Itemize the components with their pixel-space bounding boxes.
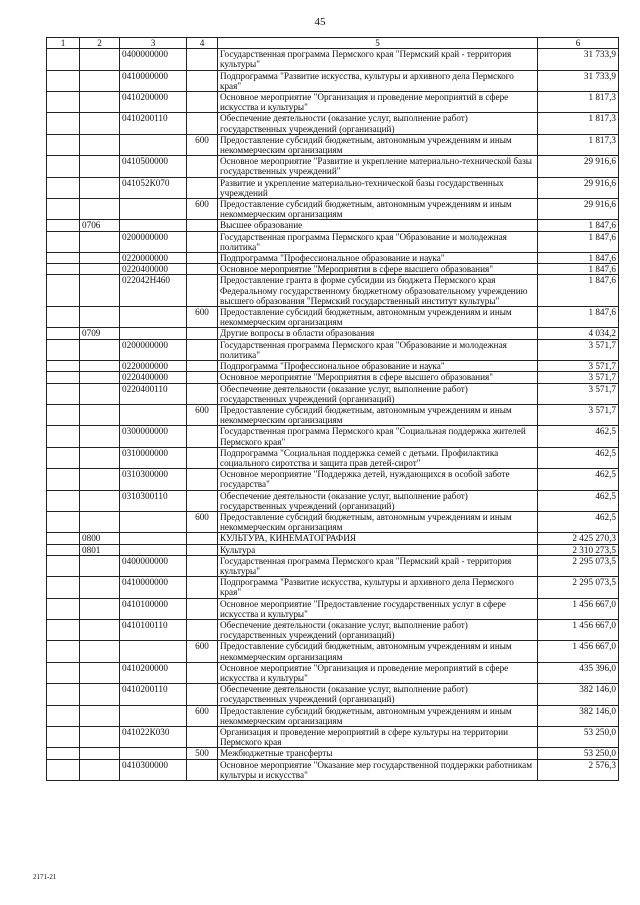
- row-col-1: [47, 328, 80, 339]
- section-code: [80, 404, 120, 425]
- expense-type: 500: [187, 748, 218, 759]
- amount: 462,5: [538, 469, 619, 490]
- expense-type: [187, 156, 218, 177]
- expense-type: 600: [187, 404, 218, 425]
- amount: 3 571,7: [538, 372, 619, 383]
- target-code: 0300000000: [120, 426, 187, 447]
- item-name: Основное мероприятие "Предоставление государственных услуг в сфере искусства и культуры": [218, 598, 538, 619]
- section-code: [80, 177, 120, 198]
- table-row: [47, 328, 619, 339]
- target-code: [120, 220, 187, 231]
- table-row: [47, 264, 619, 275]
- item-name: Культура: [218, 544, 538, 555]
- table-row: [47, 490, 619, 511]
- expense-type: [187, 113, 218, 134]
- section-code: [80, 511, 120, 532]
- target-code: 0220400000: [120, 264, 187, 275]
- item-name: Государственная программа Пермского края "Образование и молодежная политика": [218, 339, 538, 360]
- row-col-1: [47, 275, 80, 307]
- row-col-1: [47, 705, 80, 726]
- expense-type: [187, 372, 218, 383]
- item-name: Межбюджетные трансферты: [218, 748, 538, 759]
- amount: 31 733,9: [538, 49, 619, 70]
- section-code: 0800: [80, 533, 120, 544]
- item-name: Подпрограмма "Профессиональное образование и наука": [218, 361, 538, 372]
- section-code: [80, 49, 120, 70]
- amount: 1 847,6: [538, 253, 619, 264]
- section-code: [80, 759, 120, 780]
- item-name: Предоставление субсидий бюджетным, автономным учреждениям и иным некоммерческим организациям: [218, 641, 538, 662]
- target-code: 0220400110: [120, 383, 187, 404]
- section-code: [80, 113, 120, 134]
- section-code: [80, 662, 120, 683]
- row-col-1: [47, 49, 80, 70]
- item-name: Основное мероприятие "Организация и проведение мероприятий в сфере искусства и культуры": [218, 662, 538, 683]
- expense-type: [187, 684, 218, 705]
- amount: 2 425 270,3: [538, 533, 619, 544]
- amount: 53 250,0: [538, 748, 619, 759]
- target-code: [120, 307, 187, 328]
- table-row: [47, 307, 619, 328]
- section-code: [80, 264, 120, 275]
- target-code: 0400000000: [120, 49, 187, 70]
- item-name: Предоставление субсидий бюджетным, автономным учреждениям и иным некоммерческим организациям: [218, 307, 538, 328]
- row-col-1: [47, 511, 80, 532]
- row-col-1: [47, 469, 80, 490]
- row-col-1: [47, 92, 80, 113]
- budget-table: [46, 37, 619, 781]
- item-name: Предоставление субсидий бюджетным, автономным учреждениям и иным некоммерческим организациям: [218, 511, 538, 532]
- section-code: [80, 156, 120, 177]
- table-row: [47, 253, 619, 264]
- target-code: [120, 705, 187, 726]
- table-row: [47, 199, 619, 220]
- amount: 1 817,3: [538, 134, 619, 155]
- item-name: Подпрограмма "Развитие искусства, культуры и архивного дела Пермского края": [218, 577, 538, 598]
- expense-type: [187, 598, 218, 619]
- table-row: [47, 92, 619, 113]
- item-name: Основное мероприятие "Оказание мер государственной поддержки работникам культуры и искусства": [218, 759, 538, 780]
- expense-type: 600: [187, 199, 218, 220]
- expense-type: [187, 759, 218, 780]
- section-code: [80, 361, 120, 372]
- amount: 462,5: [538, 511, 619, 532]
- item-name: Предоставление субсидий бюджетным, автономным учреждениям и иным некоммерческим организациям: [218, 199, 538, 220]
- target-code: 041022К030: [120, 727, 187, 748]
- expense-type: 600: [187, 134, 218, 155]
- row-col-1: [47, 641, 80, 662]
- amount: 1 817,3: [538, 113, 619, 134]
- table-row: [47, 361, 619, 372]
- amount: 2 576,3: [538, 759, 619, 780]
- document-code: 2171-21: [33, 873, 57, 881]
- section-code: [80, 426, 120, 447]
- table-row: [47, 220, 619, 231]
- row-col-1: [47, 447, 80, 468]
- section-code: [80, 92, 120, 113]
- amount: 3 571,7: [538, 339, 619, 360]
- section-code: [80, 748, 120, 759]
- table-row: [47, 275, 619, 307]
- expense-type: [187, 662, 218, 683]
- expense-type: [187, 92, 218, 113]
- table-row: [47, 662, 619, 683]
- expense-type: [187, 220, 218, 231]
- expense-type: 600: [187, 511, 218, 532]
- section-code: [80, 307, 120, 328]
- table-row: [47, 577, 619, 598]
- section-code: [80, 70, 120, 91]
- target-code: 0410200000: [120, 662, 187, 683]
- expense-type: [187, 577, 218, 598]
- row-col-1: [47, 70, 80, 91]
- expense-type: [187, 231, 218, 252]
- item-name: Предоставление гранта в форме субсидии из бюджета Пермского края Федеральному государственному бюджетному образовательному учреждению высшего образования "Пермский государственный институт культуры": [218, 275, 538, 307]
- table-row: [47, 134, 619, 155]
- section-code: [80, 199, 120, 220]
- amount: 1 847,6: [538, 220, 619, 231]
- header-col-2: 2: [80, 38, 120, 49]
- row-col-1: [47, 404, 80, 425]
- row-col-1: [47, 555, 80, 576]
- amount: 1 847,6: [538, 307, 619, 328]
- target-code: 0200000000: [120, 339, 187, 360]
- table-row: [47, 113, 619, 134]
- table-row: [47, 544, 619, 555]
- expense-type: 600: [187, 307, 218, 328]
- section-code: [80, 619, 120, 640]
- item-name: Обеспечение деятельности (оказание услуг, выполнение работ) государственных учреждений (организаций): [218, 490, 538, 511]
- item-name: Обеспечение деятельности (оказание услуг, выполнение работ) государственных учреждений (организаций): [218, 383, 538, 404]
- amount: 53 250,0: [538, 727, 619, 748]
- amount: 29 916,6: [538, 156, 619, 177]
- row-col-1: [47, 684, 80, 705]
- amount: 4 034,2: [538, 328, 619, 339]
- expense-type: [187, 253, 218, 264]
- section-code: [80, 555, 120, 576]
- target-code: [120, 134, 187, 155]
- section-code: [80, 339, 120, 360]
- expense-type: [187, 275, 218, 307]
- target-code: 0200000000: [120, 231, 187, 252]
- expense-type: [187, 533, 218, 544]
- item-name: Предоставление субсидий бюджетным, автономным учреждениям и иным некоммерческим организациям: [218, 705, 538, 726]
- item-name: Предоставление субсидий бюджетным, автономным учреждениям и иным некоммерческим организациям: [218, 134, 538, 155]
- target-code: 0410500000: [120, 156, 187, 177]
- row-col-1: [47, 577, 80, 598]
- item-name: Государственная программа Пермского края "Образование и молодежная политика": [218, 231, 538, 252]
- section-code: [80, 577, 120, 598]
- table-row: [47, 404, 619, 425]
- item-name: Основное мероприятие "Мероприятия в сфере высшего образования": [218, 264, 538, 275]
- expense-type: [187, 49, 218, 70]
- target-code: [120, 533, 187, 544]
- section-code: [80, 231, 120, 252]
- row-col-1: [47, 372, 80, 383]
- item-name: Подпрограмма "Развитие искусства, культуры и архивного дела Пермского края": [218, 70, 538, 91]
- section-code: [80, 447, 120, 468]
- item-name: КУЛЬТУРА, КИНЕМАТОГРАФИЯ: [218, 533, 538, 544]
- expense-type: [187, 447, 218, 468]
- amount: 29 916,6: [538, 177, 619, 198]
- expense-type: [187, 264, 218, 275]
- expense-type: [187, 328, 218, 339]
- amount: 1 817,3: [538, 92, 619, 113]
- section-code: [80, 134, 120, 155]
- row-col-1: [47, 199, 80, 220]
- table-row: [47, 469, 619, 490]
- amount: 2 295 073,5: [538, 555, 619, 576]
- amount: 382 146,0: [538, 705, 619, 726]
- target-code: 0410100110: [120, 619, 187, 640]
- table-row: [47, 641, 619, 662]
- target-code: 0400000000: [120, 555, 187, 576]
- item-name: Предоставление субсидий бюджетным, автономным учреждениям и иным некоммерческим организациям: [218, 404, 538, 425]
- row-col-1: [47, 307, 80, 328]
- header-col-1: 1: [47, 38, 80, 49]
- header-col-4: 4: [187, 38, 218, 49]
- amount: 462,5: [538, 490, 619, 511]
- row-col-1: [47, 264, 80, 275]
- expense-type: [187, 619, 218, 640]
- target-code: [120, 328, 187, 339]
- table-row: [47, 598, 619, 619]
- table-row: [47, 70, 619, 91]
- amount: 462,5: [538, 447, 619, 468]
- amount: 31 733,9: [538, 70, 619, 91]
- expense-type: [187, 727, 218, 748]
- expense-type: [187, 383, 218, 404]
- table-row: [47, 705, 619, 726]
- item-name: Основное мероприятие "Организация и проведение мероприятий в сфере искусства и культуры": [218, 92, 538, 113]
- page-number: 45: [314, 16, 326, 28]
- section-code: [80, 383, 120, 404]
- row-col-1: [47, 544, 80, 555]
- section-code: [80, 275, 120, 307]
- expense-type: [187, 177, 218, 198]
- target-code: 0220000000: [120, 253, 187, 264]
- amount: 2 295 073,5: [538, 577, 619, 598]
- amount: 1 847,6: [538, 264, 619, 275]
- row-col-1: [47, 156, 80, 177]
- amount: 1 847,6: [538, 275, 619, 307]
- expense-type: [187, 555, 218, 576]
- amount: 1 847,6: [538, 231, 619, 252]
- target-code: [120, 404, 187, 425]
- row-col-1: [47, 253, 80, 264]
- row-col-1: [47, 426, 80, 447]
- target-code: 0410200110: [120, 684, 187, 705]
- row-col-1: [47, 727, 80, 748]
- section-code: [80, 490, 120, 511]
- row-col-1: [47, 748, 80, 759]
- target-code: [120, 511, 187, 532]
- expense-type: [187, 490, 218, 511]
- target-code: 0410200000: [120, 92, 187, 113]
- section-code: 0706: [80, 220, 120, 231]
- section-code: [80, 372, 120, 383]
- target-code: 0410000000: [120, 70, 187, 91]
- row-col-1: [47, 231, 80, 252]
- table-row: [47, 177, 619, 198]
- target-code: 022042Н460: [120, 275, 187, 307]
- amount: 3 571,7: [538, 383, 619, 404]
- expense-type: 600: [187, 705, 218, 726]
- row-col-1: [47, 759, 80, 780]
- target-code: 0310300110: [120, 490, 187, 511]
- table-row: [47, 759, 619, 780]
- target-code: [120, 199, 187, 220]
- expense-type: [187, 426, 218, 447]
- table-row: [47, 684, 619, 705]
- table-row: [47, 555, 619, 576]
- expense-type: [187, 339, 218, 360]
- table-row: [47, 231, 619, 252]
- item-name: Основное мероприятие "Мероприятия в сфере высшего образования": [218, 372, 538, 383]
- section-code: 0801: [80, 544, 120, 555]
- row-col-1: [47, 134, 80, 155]
- expense-type: [187, 70, 218, 91]
- table-row: [47, 748, 619, 759]
- item-name: Основное мероприятие "Поддержка детей, нуждающихся в особой заботе государства": [218, 469, 538, 490]
- table-row: [47, 533, 619, 544]
- item-name: Подпрограмма "Профессиональное образование и наука": [218, 253, 538, 264]
- item-name: Развитие и укрепление материально-технической базы государственных учреждений: [218, 177, 538, 198]
- target-code: 0410200110: [120, 113, 187, 134]
- target-code: 0410100000: [120, 598, 187, 619]
- item-name: Государственная программа Пермского края "Пермский край - территория культуры": [218, 555, 538, 576]
- row-col-1: [47, 490, 80, 511]
- row-col-1: [47, 361, 80, 372]
- table-row: [47, 727, 619, 748]
- target-code: 0410300000: [120, 759, 187, 780]
- target-code: 0310000000: [120, 447, 187, 468]
- section-code: [80, 598, 120, 619]
- row-col-1: [47, 598, 80, 619]
- amount: 2 310 273,5: [538, 544, 619, 555]
- target-code: [120, 748, 187, 759]
- section-code: [80, 705, 120, 726]
- expense-type: [187, 544, 218, 555]
- expense-type: 600: [187, 641, 218, 662]
- expense-type: [187, 361, 218, 372]
- row-col-1: [47, 220, 80, 231]
- table-row: [47, 372, 619, 383]
- row-col-1: [47, 662, 80, 683]
- item-name: Государственная программа Пермского края "Социальная поддержка жителей Пермского края": [218, 426, 538, 447]
- amount: 1 456 667,0: [538, 619, 619, 640]
- amount: 382 146,0: [538, 684, 619, 705]
- table-row: [47, 447, 619, 468]
- target-code: 0220000000: [120, 361, 187, 372]
- row-col-1: [47, 339, 80, 360]
- header-col-3: 3: [120, 38, 187, 49]
- target-code: [120, 544, 187, 555]
- item-name: Основное мероприятие "Развитие и укрепление материально-технической базы государственных учреждений": [218, 156, 538, 177]
- amount: 3 571,7: [538, 361, 619, 372]
- row-col-1: [47, 533, 80, 544]
- amount: 3 571,7: [538, 404, 619, 425]
- target-code: 041052К070: [120, 177, 187, 198]
- amount: 435 396,0: [538, 662, 619, 683]
- item-name: Государственная программа Пермского края "Пермский край - территория культуры": [218, 49, 538, 70]
- table-row: [47, 383, 619, 404]
- item-name: Другие вопросы в области образования: [218, 328, 538, 339]
- expense-type: [187, 469, 218, 490]
- item-name: Подпрограмма "Социальная поддержка семей с детьми. Профилактика социального сиротства и защита прав детей-сирот": [218, 447, 538, 468]
- amount: 29 916,6: [538, 199, 619, 220]
- row-col-1: [47, 619, 80, 640]
- item-name: Обеспечение деятельности (оказание услуг, выполнение работ) государственных учреждений (организаций): [218, 619, 538, 640]
- row-col-1: [47, 177, 80, 198]
- table-row: [47, 49, 619, 70]
- section-code: [80, 253, 120, 264]
- header-col-6: 6: [538, 38, 619, 49]
- table-header-row: [47, 38, 619, 49]
- table-row: [47, 511, 619, 532]
- row-col-1: [47, 383, 80, 404]
- section-code: [80, 684, 120, 705]
- item-name: Организация и проведение мероприятий в сфере культуры на территории Пермского края: [218, 727, 538, 748]
- table-row: [47, 156, 619, 177]
- item-name: Обеспечение деятельности (оказание услуг, выполнение работ) государственных учреждений (организаций): [218, 684, 538, 705]
- target-code: 0410000000: [120, 577, 187, 598]
- amount: 1 456 667,0: [538, 598, 619, 619]
- section-code: [80, 641, 120, 662]
- target-code: 0310300000: [120, 469, 187, 490]
- section-code: [80, 727, 120, 748]
- section-code: [80, 469, 120, 490]
- section-code: 0709: [80, 328, 120, 339]
- amount: 1 456 667,0: [538, 641, 619, 662]
- table-row: [47, 339, 619, 360]
- item-name: Обеспечение деятельности (оказание услуг, выполнение работ) государственных учреждений (организаций): [218, 113, 538, 134]
- header-col-5: 5: [218, 38, 538, 49]
- table-row: [47, 619, 619, 640]
- target-code: 0220400000: [120, 372, 187, 383]
- table-row: [47, 426, 619, 447]
- amount: 462,5: [538, 426, 619, 447]
- item-name: Высшее образование: [218, 220, 538, 231]
- row-col-1: [47, 113, 80, 134]
- target-code: [120, 641, 187, 662]
